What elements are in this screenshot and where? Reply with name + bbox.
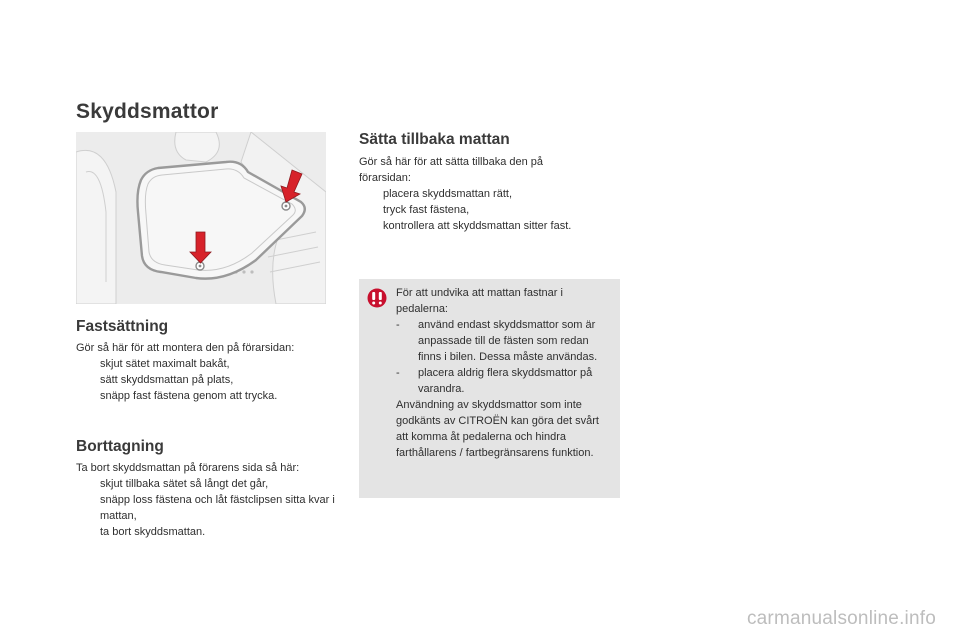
watermark: carmanualsonline.info [746, 608, 936, 629]
list-item: sätt skyddsmattan på plats, [100, 374, 234, 386]
page-title: Skyddsmattor [76, 100, 219, 123]
section-borttagning [76, 460, 338, 540]
warning-exclamation-icon [366, 288, 388, 308]
floor-mat-drawing [76, 132, 326, 304]
list-item: skjut tillbaka sätet så långt det går, [100, 478, 269, 490]
warning-intro: För att undvika att mattan fastnar i pedalerna: [396, 287, 563, 315]
section-intro: Gör så här för att sätta tillbaka den på förarsidan: [359, 156, 544, 184]
floor-mat-illustration [76, 132, 326, 304]
section-fastsattning [76, 340, 336, 404]
warning-footer: Användning av skyddsmattor som inte godkänts av CITROËN kan göra det svårt att komma åt pedalerna och hindra farthållarens / fartbegränsarens funktion. [396, 399, 599, 459]
list-item: ta bort skyddsmattan. [100, 526, 206, 538]
list-item: snäpp fast fästena genom att trycka. [100, 390, 278, 402]
section-heading-borttagning: Borttagning [76, 438, 164, 455]
section-intro: Ta bort skyddsmattan på förarens sida så här: [76, 462, 300, 474]
list-item: kontrollera att skyddsmattan sitter fast. [383, 220, 572, 232]
warning-box [359, 279, 620, 498]
section-intro: Gör så här för att montera den på förarsidan: [76, 342, 295, 354]
section-heading-fastsattning: Fastsättning [76, 318, 169, 335]
list-item: - placera aldrig flera skyddsmattor på varandra. [396, 367, 593, 395]
step-list [76, 356, 336, 404]
section-heading-satta-tillbaka: Sätta tillbaka mattan [359, 131, 510, 148]
step-list [359, 186, 609, 234]
section-satta-tillbaka [359, 154, 609, 234]
list-item: skjut sätet maximalt bakåt, [100, 358, 230, 370]
step-list [76, 476, 338, 540]
list-item: tryck fast fästena, [383, 204, 470, 216]
list-item: placera skyddsmattan rätt, [383, 188, 513, 200]
warning-list [396, 317, 610, 397]
list-item: snäpp loss fästena och låt fästclipsen sitta kvar i mattan, [100, 494, 335, 522]
warning-text [396, 285, 610, 461]
list-item: - använd endast skyddsmattor som är anpassade till de fästen som redan finns i bilen. Dessa måste användas. [396, 319, 598, 363]
